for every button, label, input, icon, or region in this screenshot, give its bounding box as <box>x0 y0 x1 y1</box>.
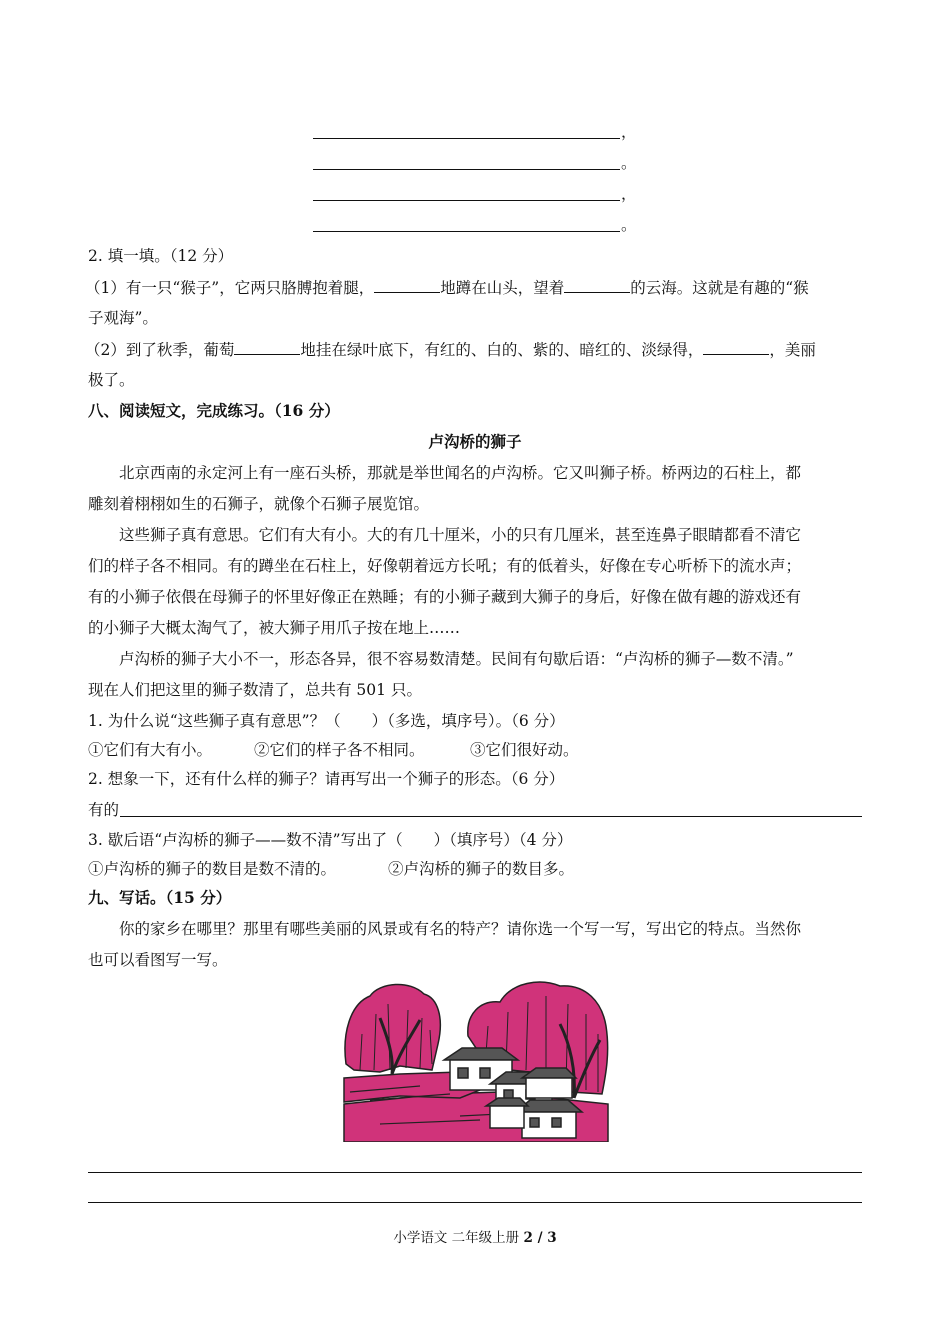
question-3: 3. 歇后语“卢沟桥的狮子——数不清”写出了（ ）（填序号）（4 分） <box>88 831 573 849</box>
fill-item-2-cont: 极了。 <box>88 371 135 389</box>
q3-option-2[interactable]: ②卢沟桥的狮子的数目多。 <box>388 860 575 878</box>
fill-blank[interactable] <box>234 339 300 355</box>
fill-blank[interactable] <box>564 277 630 293</box>
passage-line: 卢沟桥的狮子大小不一，形态各异，很不容易数清楚。民间有句歇后语：“卢沟桥的狮子—数不清。” <box>119 650 794 668</box>
question-2: 2. 想象一下，还有什么样的狮子？请再写出一个狮子的形态。（6 分） <box>88 770 565 788</box>
text: ，美丽 <box>769 341 816 359</box>
line-punct: 。 <box>621 216 637 234</box>
passage-line: 雕刻着栩栩如生的石狮子，就像个石狮子展览馆。 <box>88 495 430 513</box>
fill-blank[interactable] <box>374 277 440 293</box>
page-footer <box>0 1226 950 1246</box>
section-heading: 八、阅读短文，完成练习。（16 分） <box>88 401 340 420</box>
passage-title: 卢沟桥的狮子 <box>428 432 522 451</box>
fill-item-2 <box>85 339 816 360</box>
passage-line: 这些狮子真有意思。它们有大有小。大的有几十厘米，小的只有几厘米，甚至连鼻子眼睛都看不清它 <box>119 526 802 544</box>
writing-prompt: 也可以看图写一写。 <box>88 951 228 969</box>
text: 的云海。这就是有趣的“猴 <box>630 279 809 297</box>
answer-line-3[interactable] <box>313 184 637 204</box>
village-illustration <box>340 974 612 1142</box>
q2-answer-line[interactable] <box>120 816 862 817</box>
answer-line-4[interactable] <box>313 215 637 235</box>
answer-line-2[interactable] <box>313 153 637 173</box>
fill-blank[interactable] <box>703 339 769 355</box>
q1-option-3[interactable]: ③它们很好动。 <box>470 741 579 759</box>
text: 地挂在绿叶底下，有红的、白的、紫的、暗红的、淡绿得， <box>300 341 704 359</box>
line-punct: 。 <box>621 154 637 172</box>
writing-line-2[interactable] <box>88 1202 862 1203</box>
question-1: 1. 为什么说“这些狮子真有意思”？（ ）（多选，填序号）。（6 分） <box>88 712 565 730</box>
text: （2）到了秋季，葡萄 <box>85 341 235 359</box>
fill-item-1 <box>85 277 809 298</box>
page-number: 2 / 3 <box>523 1230 557 1246</box>
q1-option-1[interactable]: ①它们有大有小。 <box>88 741 213 759</box>
q3-option-1[interactable]: ①卢沟桥的狮子的数目是数不清的。 <box>88 860 337 878</box>
fill-item-1-cont: 子观海”。 <box>88 309 158 327</box>
passage-line: 现在人们把这里的狮子数清了，总共有 501 只。 <box>88 681 422 699</box>
text: 地蹲在山头，望着 <box>440 279 565 297</box>
passage-line: 们的样子各不相同。有的蹲坐在石柱上，好像朝着远方长吼；有的低着头，好像在专心听桥下的流水声； <box>88 557 802 575</box>
passage-line: 有的小狮子依偎在母狮子的怀里好像正在熟睡；有的小狮子藏到大狮子的身后，好像在做有趣的游戏还有 <box>88 588 802 606</box>
line-punct: ， <box>621 185 637 203</box>
passage-line: 的小狮子大概太淘气了，被大狮子用爪子按在地上…… <box>88 619 461 637</box>
q2-answer-prefix: 有的 <box>88 801 120 819</box>
footer-text: 小学语文 二年级上册 <box>393 1230 524 1246</box>
passage-line: 北京西南的永定河上有一座石头桥，那就是举世闻名的卢沟桥。它又叫狮子桥。桥两边的石柱上，都 <box>119 464 802 482</box>
question-title: 2. 填一填。（12 分） <box>88 247 234 265</box>
writing-prompt: 你的家乡在哪里？那里有哪些美丽的风景或有名的特产？请你选一个写一写，写出它的特点。当然你 <box>119 920 802 938</box>
writing-line-1[interactable] <box>88 1172 862 1173</box>
section-heading: 九、写话。（15 分） <box>88 888 232 907</box>
answer-line-1[interactable] <box>313 122 637 142</box>
line-punct: ， <box>621 123 637 141</box>
q1-option-2[interactable]: ②它们的样子各不相同。 <box>254 741 425 759</box>
text: （1）有一只“猴子”，它两只胳膊抱着腿， <box>85 279 375 297</box>
